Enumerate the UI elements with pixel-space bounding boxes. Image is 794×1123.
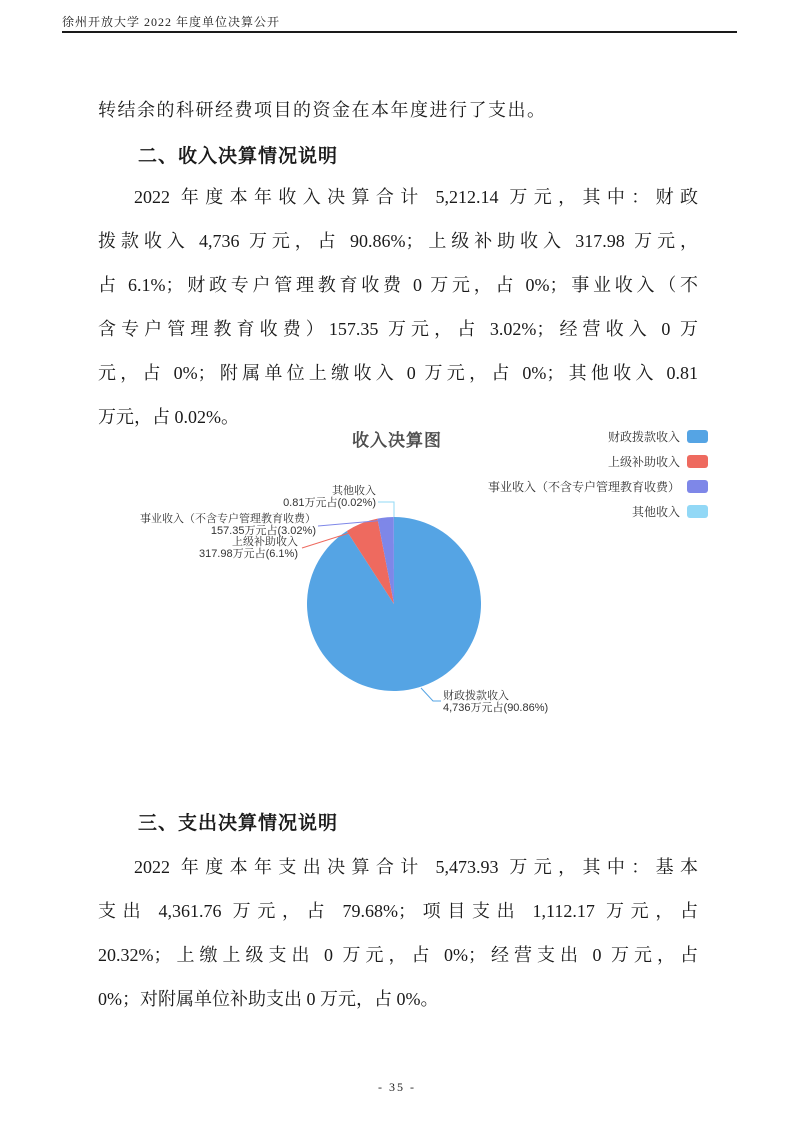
- pie-label-business-income: [140, 514, 316, 537]
- pie-label-other-income: [283, 486, 376, 509]
- paragraph-line: 0%；对附属单位补助支出 0 万元，占 0%。: [98, 989, 439, 1009]
- pie-label-name: 财政拨款收入: [443, 690, 509, 702]
- pie-label-name: 上级补助收入: [232, 536, 298, 548]
- income-section-heading: 二、收入决算情况说明: [138, 146, 339, 167]
- pie-label-detail: 0.81万元占(0.02%): [283, 496, 376, 509]
- pie-label-detail: 317.98万元占(6.1%): [198, 547, 298, 560]
- leader-fiscal-appropriation: [421, 688, 441, 701]
- paragraph-line: 20.32%；上缴上级支出 0 万元，占 0%；经营支出 0 万元，占: [98, 945, 698, 965]
- legend-label: 其他收入: [631, 505, 680, 519]
- page-number: - 35 -: [378, 1080, 416, 1094]
- header-rule: [62, 31, 737, 33]
- paragraph-line: 2022 年度本年支出决算合计 5,473.93 万元，其中：基本: [134, 857, 698, 877]
- pie-label-detail: 4,736万元占(90.86%): [443, 701, 549, 714]
- pie-label-detail: 157.35万元占(3.02%): [210, 524, 316, 537]
- expenditure-section-heading: 三、支出决算情况说明: [138, 813, 339, 834]
- expenditure-paragraph: [98, 845, 698, 1021]
- paragraph-line: 占 6.1%；财政专户管理教育收费 0 万元，占 0%；事业收入（不: [98, 275, 698, 295]
- paragraph-line: 2022 年度本年收入决算合计 5,212.14 万元，其中：财政: [134, 187, 698, 207]
- pie-label-name: 事业收入（不含专户管理教育收费）: [140, 513, 316, 525]
- chart-title: 收入决算图: [352, 431, 442, 450]
- paragraph-line: 含专户管理教育收费）157.35 万元，占 3.02%；经营收入 0 万: [98, 319, 698, 339]
- legend-label: 财政拨款收入: [607, 430, 680, 444]
- leader-business-income: [318, 520, 387, 526]
- leader-other-income: [378, 502, 394, 517]
- paragraph-line: 支出 4,361.76 万元，占 79.68%；项目支出 1,112.17 万元，占: [98, 901, 698, 921]
- paragraph-line: 元，占 0%；附属单位上缴收入 0 万元，占 0%；其他收入 0.81: [98, 363, 698, 383]
- page-header: 徐州开放大学 2022 年度单位决算公开: [62, 15, 281, 29]
- paragraph-line: 万元，占 0.02%。: [98, 407, 239, 427]
- legend-label: 上级补助收入: [607, 455, 680, 469]
- income-chart: [0, 420, 794, 730]
- income-paragraph: [98, 175, 698, 439]
- pie-label-fiscal-appropriation: [443, 691, 548, 714]
- pie-label-superior-subsidy: [199, 537, 298, 560]
- paragraph-line: 拨款收入 4,736 万元，占 90.86%；上级补助收入 317.98 万元，: [98, 231, 698, 251]
- label-leader-lines: [0, 420, 794, 730]
- legend-label: 事业收入（不含专户管理教育收费）: [487, 480, 680, 494]
- pie-label-name: 其他收入: [332, 485, 376, 497]
- intro-paragraph: 转结余的科研经费项目的资金在本年度进行了支出。: [98, 100, 547, 120]
